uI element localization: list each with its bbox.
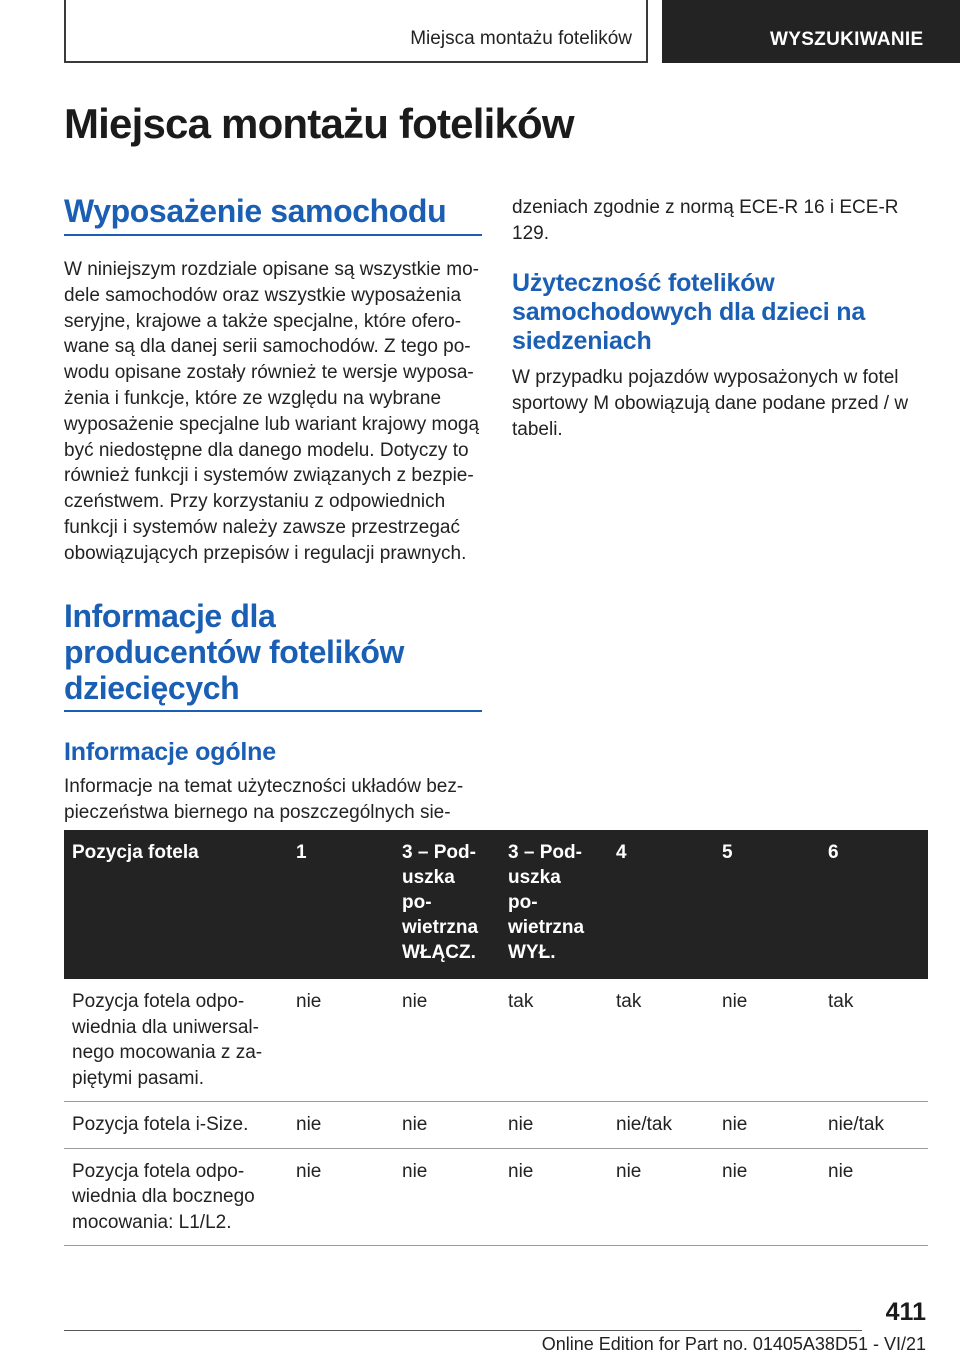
page-title: Miejsca montażu fotelików (64, 100, 574, 147)
footer-edition: Online Edition for Part no. 01405A38D51 - VI/21 (541, 1334, 926, 1354)
heading-usability: Użyteczność fotelików samochodowych dla dzieci na siedzeniach (512, 269, 866, 355)
table-cell: nie (500, 1102, 608, 1149)
heading-equipment: Wyposażenie samochodu (64, 193, 447, 229)
table-cell: nie (820, 1148, 928, 1246)
header-frame (64, 0, 648, 63)
seat-position-table (64, 830, 928, 1246)
page-number: 411 (885, 1298, 926, 1326)
table-cell: tak (608, 979, 714, 1102)
table-row (64, 979, 928, 1102)
header-cell: 3 – Pod- uszka po- wietrzna WYŁ. (500, 830, 608, 979)
table-cell: nie (288, 1148, 394, 1246)
table-cell: nie (394, 979, 500, 1102)
table-cell: nie (714, 979, 820, 1102)
row-label: Pozycja fotela i-Size. (64, 1102, 288, 1149)
table-cell: nie (288, 1102, 394, 1149)
table-cell: nie (608, 1148, 714, 1246)
search-tab-label: WYSZUKIWANIE (770, 29, 924, 50)
table-cell: tak (820, 979, 928, 1102)
paragraph-continued: dzeniach zgodnie z normą ECE-R 16 i ECE-R 129. (512, 197, 899, 244)
table-cell: nie (500, 1148, 608, 1246)
footer-rule (64, 1330, 862, 1331)
table-cell: tak (500, 979, 608, 1102)
table-row (64, 1102, 928, 1149)
header-cell: 4 (608, 830, 714, 979)
table-cell: nie (714, 1102, 820, 1149)
table-row (64, 1148, 928, 1246)
header-cell: 5 (714, 830, 820, 979)
table-cell: nie/tak (820, 1102, 928, 1149)
row-label: Pozycja fotela odpo- wiednia dla uniwersal- nego mocowania z za- piętymi pasami. (64, 979, 288, 1102)
table-cell: nie (714, 1148, 820, 1246)
table-cell: nie (288, 979, 394, 1102)
header-section-title: Miejsca montażu fotelików (410, 28, 632, 49)
paragraph-usability: W przypadku pojazdów wyposażonych w fotel sportowy M obowiązują dane podane przed / w tabeli. (512, 367, 909, 440)
header-cell: 1 (288, 830, 394, 979)
paragraph-equipment: W niniejszym rozdziale opisane są wszystkie mo- dele samochodów oraz wszystkie wyposażenia seryjne, krajowe a także specjalne, które ofero- wane są dla danej serii samochodów. Z tego po- wodu opisane zostały również te wersje wyposa- żenia i funkcje, które ze względu na wybrane wyposażenie specjalne lub wariant krajowy mogą być niedostępne dla danego modelu. Dotyczy to również funkcji i systemów związanych z bezpie- czeństwem. Przy korzystaniu z odpowiednich funkcji i systemów należy zawsze przestrzegać obowiązujących przepisów i regulacji prawnych. (64, 259, 480, 564)
table-cell: nie (394, 1102, 500, 1149)
heading-general-info: Informacje ogólne (64, 738, 276, 766)
paragraph-general: Informacje na temat użyteczności układów bez- pieczeństwa biernego na poszczególnych sie- (64, 776, 464, 823)
heading-rule (64, 234, 482, 236)
table-cell: nie (394, 1148, 500, 1246)
search-tab[interactable] (662, 0, 960, 63)
header-cell: 3 – Pod- uszka po- wietrzna WŁĄCZ. (394, 830, 500, 979)
heading-info-producers: Informacje dla producentów fotelików dziecięcych (64, 598, 405, 706)
table-cell: nie/tak (608, 1102, 714, 1149)
header-cell: Pozycja fotela (64, 830, 288, 979)
table-header-row (64, 830, 928, 979)
row-label: Pozycja fotela odpo- wiednia dla bocznego mocowania: L1/L2. (64, 1148, 288, 1246)
header-cell: 6 (820, 830, 928, 979)
heading-rule (64, 710, 482, 712)
